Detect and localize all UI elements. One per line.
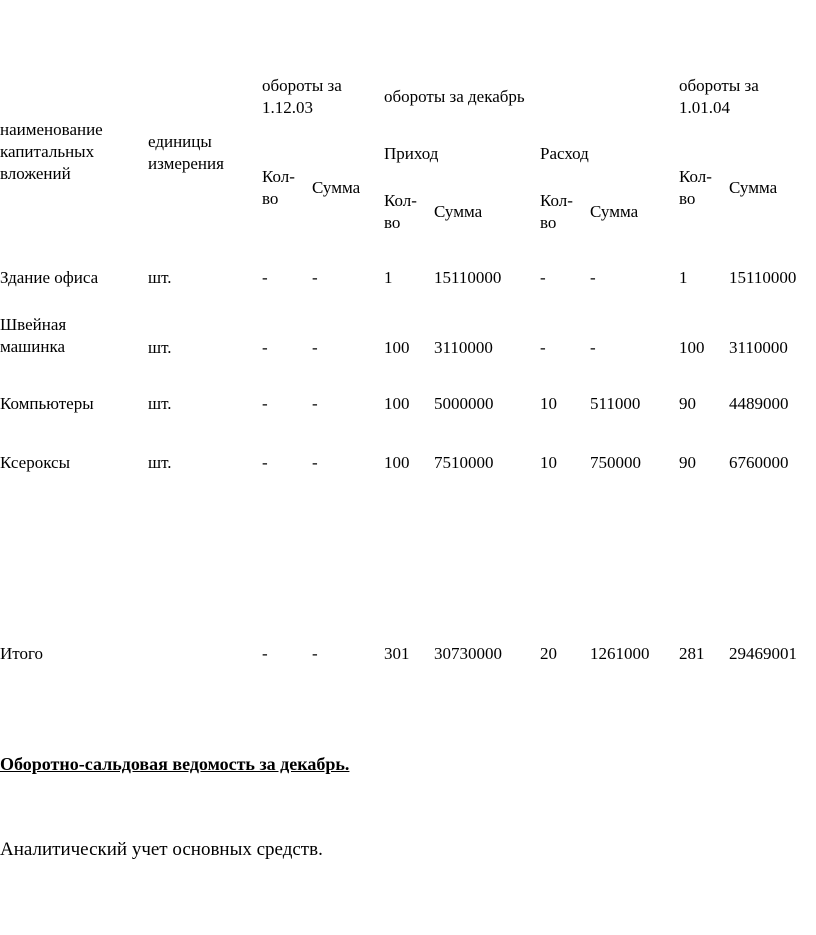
- document-heading: Оборотно-сальдовая ведомость за декабрь.: [0, 754, 350, 774]
- row-in-qty: 100: [384, 394, 410, 413]
- row-name: Компьютеры: [0, 394, 94, 413]
- row-end-qty: 100: [679, 338, 705, 357]
- header-out-qty: Кол-во: [540, 191, 573, 232]
- row-out-qty: -: [540, 268, 546, 287]
- row-end-sum: 3110000: [729, 338, 788, 357]
- row-start-qty: -: [262, 268, 268, 287]
- row-end-qty: 90: [679, 453, 696, 472]
- row-start-sum: -: [312, 394, 318, 413]
- row-in-qty: 100: [384, 338, 410, 357]
- row-start-qty: -: [262, 338, 268, 357]
- header-start-sum: Сумма: [312, 178, 361, 197]
- row-in-qty: 1: [384, 268, 393, 287]
- header-in-sum: Сумма: [434, 202, 483, 221]
- row-in-sum: 5000000: [434, 394, 494, 413]
- row-name: Здание офиса: [0, 268, 99, 287]
- row-end-sum: 15110000: [729, 268, 797, 287]
- row-out-sum: -: [590, 338, 596, 357]
- header-turnover-start: обороты за 1.12.03: [262, 76, 342, 117]
- document-subheading: Аналитический учет основных средств.: [0, 839, 323, 860]
- row-out-qty: -: [540, 338, 546, 357]
- total-end-qty: 281: [679, 644, 705, 663]
- total-out-qty: 20: [540, 644, 557, 663]
- row-out-qty: 10: [540, 453, 557, 472]
- row-unit: шт.: [148, 268, 172, 287]
- header-expense: Расход: [540, 144, 589, 163]
- total-start-qty: -: [262, 644, 268, 663]
- row-name: Швейная машинка: [0, 315, 67, 356]
- row-end-qty: 1: [679, 268, 688, 287]
- header-start-qty: Кол-во: [262, 167, 295, 208]
- row-in-sum: 7510000: [434, 453, 494, 472]
- row-unit: шт.: [148, 453, 172, 472]
- row-end-sum: 4489000: [729, 394, 789, 413]
- row-out-sum: 511000: [590, 394, 641, 413]
- total-in-sum: 30730000: [434, 644, 502, 663]
- total-out-sum: 1261000: [590, 644, 650, 663]
- header-out-sum: Сумма: [590, 202, 639, 221]
- total-name: Итого: [0, 644, 44, 663]
- header-units: единицы измерения: [148, 132, 224, 173]
- row-in-sum: 3110000: [434, 338, 493, 357]
- row-start-qty: -: [262, 394, 268, 413]
- header-income: Приход: [384, 144, 439, 163]
- row-end-qty: 90: [679, 394, 696, 413]
- row-out-sum: 750000: [590, 453, 641, 472]
- header-end-qty: Кол-во: [679, 167, 712, 208]
- header-end-sum: Сумма: [729, 178, 778, 197]
- row-start-sum: -: [312, 453, 318, 472]
- row-out-sum: -: [590, 268, 596, 287]
- row-name: Ксероксы: [0, 453, 71, 472]
- header-in-qty: Кол-во: [384, 191, 417, 232]
- header-name: наименование капитальных вложений: [0, 120, 103, 183]
- total-start-sum: -: [312, 644, 318, 663]
- row-in-qty: 100: [384, 453, 410, 472]
- row-in-sum: 15110000: [434, 268, 502, 287]
- row-start-sum: -: [312, 268, 318, 287]
- total-end-sum: 29469001: [729, 644, 797, 663]
- header-turnover-end: обороты за 1.01.04: [679, 76, 759, 117]
- row-unit: шт.: [148, 338, 172, 357]
- header-turnover-december: обороты за декабрь: [384, 87, 525, 106]
- row-start-sum: -: [312, 338, 318, 357]
- row-unit: шт.: [148, 394, 172, 413]
- total-in-qty: 301: [384, 644, 410, 663]
- row-out-qty: 10: [540, 394, 557, 413]
- row-end-sum: 6760000: [729, 453, 789, 472]
- row-start-qty: -: [262, 453, 268, 472]
